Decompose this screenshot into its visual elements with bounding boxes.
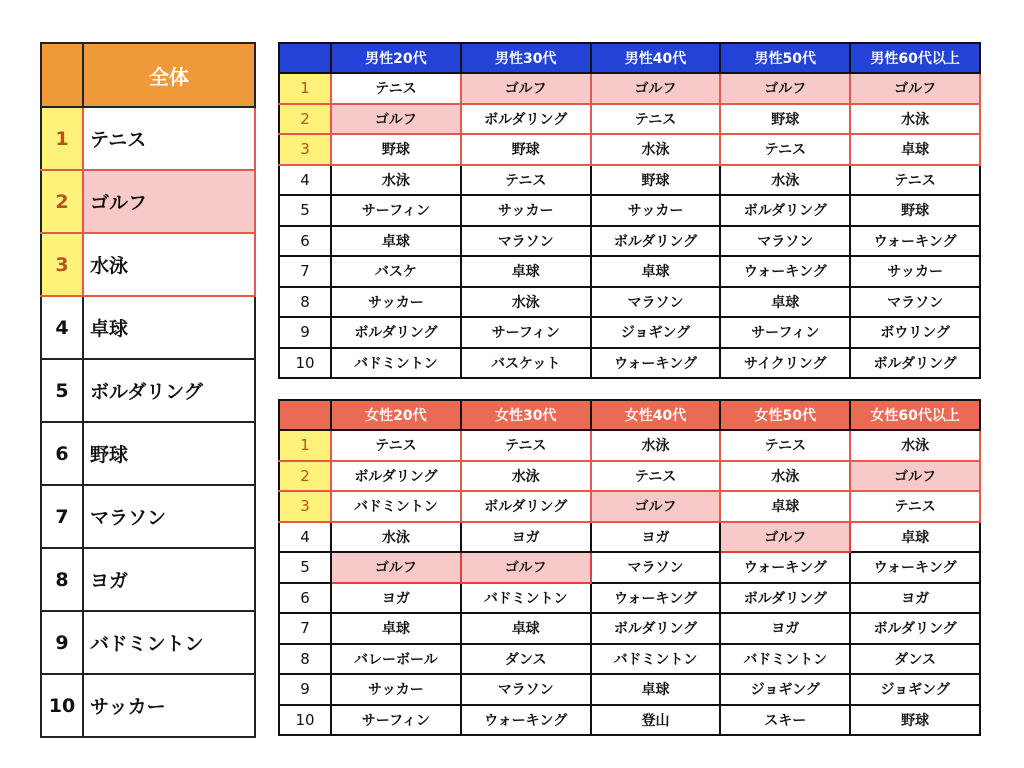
sport-cell: ゴルフ (83, 170, 255, 233)
sport-cell: ボルダリング (83, 359, 255, 422)
sport-cell: ボルダリング (850, 613, 980, 644)
sport-cell: ヨガ (461, 522, 591, 553)
age-group-header: 男性50代 (720, 43, 850, 73)
sport-cell: 野球 (720, 104, 850, 135)
sport-cell: ボルダリング (331, 317, 461, 348)
ranking-row (279, 522, 980, 553)
sport-cell: ジョギング (591, 317, 721, 348)
sport-cell: 卓球 (461, 613, 591, 644)
female-header-row (279, 400, 980, 430)
sport-cell: 卓球 (720, 491, 850, 522)
ranking-row (279, 491, 980, 522)
age-group-header: 男性30代 (461, 43, 591, 73)
sport-cell: サッカー (331, 674, 461, 705)
sport-cell: 水泳 (461, 287, 591, 318)
sport-cell: サッカー (83, 674, 255, 737)
sport-cell: マラソン (461, 226, 591, 257)
sport-cell: 卓球 (850, 522, 980, 553)
sport-cell: テニス (720, 134, 850, 165)
sport-cell: ボルダリング (850, 348, 980, 379)
sport-cell: テニス (461, 430, 591, 461)
age-group-header: 男性60代以上 (850, 43, 980, 73)
sport-cell: ジョギング (720, 674, 850, 705)
rank-header (279, 43, 331, 73)
rank-cell: 8 (41, 548, 83, 611)
sport-cell: 野球 (461, 134, 591, 165)
sport-cell: サッカー (461, 195, 591, 226)
sport-cell: ウォーキング (591, 348, 721, 379)
sport-cell: ボルダリング (591, 226, 721, 257)
rank-cell: 4 (41, 296, 83, 359)
sport-cell: サーフィン (720, 317, 850, 348)
ranking-row (279, 104, 980, 135)
age-group-header: 男性20代 (331, 43, 461, 73)
overall-row (41, 107, 255, 170)
age-group-header: 女性40代 (591, 400, 721, 430)
sport-cell: 卓球 (850, 134, 980, 165)
sport-cell: ダンス (461, 644, 591, 675)
sport-cell: ヨガ (83, 548, 255, 611)
ranking-row (279, 552, 980, 583)
sport-cell: テニス (331, 430, 461, 461)
sport-cell: 卓球 (591, 256, 721, 287)
rank-cell: 9 (41, 611, 83, 674)
sport-cell: ゴルフ (591, 73, 721, 104)
rank-cell: 9 (279, 674, 331, 705)
sport-cell: マラソン (591, 287, 721, 318)
female-body (279, 430, 980, 735)
sport-cell: サーフィン (461, 317, 591, 348)
ranking-row (279, 287, 980, 318)
rank-cell: 10 (279, 348, 331, 379)
sport-cell: 水泳 (331, 165, 461, 196)
sport-cell: テニス (461, 165, 591, 196)
sport-cell: サーフィン (331, 705, 461, 736)
rank-cell: 7 (279, 613, 331, 644)
overall-rank-header (41, 43, 83, 107)
sport-cell: 卓球 (591, 674, 721, 705)
sport-cell: バレーボール (331, 644, 461, 675)
overall-row (41, 548, 255, 611)
male-header-row (279, 43, 980, 73)
sport-cell: バドミントン (331, 348, 461, 379)
ranking-row (279, 430, 980, 461)
age-group-header: 男性40代 (591, 43, 721, 73)
sport-cell: テニス (850, 491, 980, 522)
ranking-row (279, 644, 980, 675)
rank-cell: 8 (279, 644, 331, 675)
sport-cell: ジョギング (850, 674, 980, 705)
rank-cell: 4 (279, 165, 331, 196)
ranking-row (279, 317, 980, 348)
sport-cell: ウォーキング (720, 552, 850, 583)
overall-row (41, 422, 255, 485)
sport-cell: ゴルフ (850, 461, 980, 492)
ranking-row (279, 134, 980, 165)
rank-cell: 7 (41, 485, 83, 548)
sport-cell: ゴルフ (461, 552, 591, 583)
sport-cell: テニス (850, 165, 980, 196)
sport-cell: ゴルフ (331, 104, 461, 135)
sport-cell: ヨガ (850, 583, 980, 614)
rank-cell: 5 (279, 552, 331, 583)
sport-cell: テニス (591, 461, 721, 492)
rank-cell: 1 (41, 107, 83, 170)
overall-ranking-table (40, 42, 256, 738)
sport-cell: ゴルフ (720, 522, 850, 553)
sport-cell: 水泳 (83, 233, 255, 296)
ranking-row (279, 165, 980, 196)
rank-header (279, 400, 331, 430)
sport-cell: 登山 (591, 705, 721, 736)
sport-cell: スキー (720, 705, 850, 736)
ranking-row (279, 674, 980, 705)
sport-cell: マラソン (720, 226, 850, 257)
sport-cell: ヨガ (331, 583, 461, 614)
overall-body (41, 107, 255, 737)
overall-row (41, 170, 255, 233)
ranking-row (279, 613, 980, 644)
ranking-row (279, 195, 980, 226)
sport-cell: 水泳 (591, 134, 721, 165)
rank-cell: 3 (41, 233, 83, 296)
overall-row (41, 611, 255, 674)
age-group-header: 女性60代以上 (850, 400, 980, 430)
sport-cell: バドミントン (461, 583, 591, 614)
sport-cell: 卓球 (83, 296, 255, 359)
overall-title: 全体 (83, 43, 255, 107)
sport-cell: ウォーキング (461, 705, 591, 736)
sport-cell: ヨガ (720, 613, 850, 644)
age-group-header: 女性30代 (461, 400, 591, 430)
sport-cell: テニス (720, 430, 850, 461)
sport-cell: 水泳 (331, 522, 461, 553)
sport-cell: ボルダリング (461, 491, 591, 522)
rank-cell: 7 (279, 256, 331, 287)
ranking-row (279, 583, 980, 614)
rank-cell: 2 (279, 104, 331, 135)
sport-cell: ボルダリング (591, 613, 721, 644)
sport-cell: ゴルフ (850, 73, 980, 104)
sport-cell: ボルダリング (720, 195, 850, 226)
rank-cell: 5 (41, 359, 83, 422)
sport-cell: 水泳 (720, 165, 850, 196)
sport-cell: ウォーキング (591, 583, 721, 614)
sport-cell: 水泳 (591, 430, 721, 461)
sport-cell: ボウリング (850, 317, 980, 348)
rank-cell: 10 (41, 674, 83, 737)
overall-row (41, 674, 255, 737)
sport-cell: ボルダリング (331, 461, 461, 492)
sport-cell: ボルダリング (461, 104, 591, 135)
sport-cell: ウォーキング (850, 226, 980, 257)
sport-cell: マラソン (83, 485, 255, 548)
rank-cell: 1 (279, 430, 331, 461)
age-group-header: 女性50代 (720, 400, 850, 430)
sport-cell: サッカー (850, 256, 980, 287)
sport-cell: バドミントン (83, 611, 255, 674)
sport-cell: 野球 (331, 134, 461, 165)
sport-cell: テニス (591, 104, 721, 135)
sport-cell: 卓球 (461, 256, 591, 287)
sport-cell: 水泳 (461, 461, 591, 492)
sport-cell: マラソン (850, 287, 980, 318)
rank-cell: 3 (279, 134, 331, 165)
ranking-row (279, 73, 980, 104)
sport-cell: バスケット (461, 348, 591, 379)
sport-cell: 卓球 (331, 226, 461, 257)
sport-cell: 野球 (850, 705, 980, 736)
rank-cell: 4 (279, 522, 331, 553)
overall-row (41, 359, 255, 422)
ranking-row (279, 348, 980, 379)
sport-cell: ウォーキング (850, 552, 980, 583)
rank-cell: 10 (279, 705, 331, 736)
male-body (279, 73, 980, 378)
sport-cell: 野球 (591, 165, 721, 196)
rank-cell: 3 (279, 491, 331, 522)
rank-cell: 2 (279, 461, 331, 492)
overall-row (41, 296, 255, 359)
sport-cell: 水泳 (720, 461, 850, 492)
sport-cell: ゴルフ (331, 552, 461, 583)
rank-cell: 8 (279, 287, 331, 318)
ranking-row (279, 461, 980, 492)
rank-cell: 1 (279, 73, 331, 104)
sport-cell: テニス (83, 107, 255, 170)
ranking-row (279, 256, 980, 287)
sport-cell: マラソン (591, 552, 721, 583)
sport-cell: サッカー (331, 287, 461, 318)
sport-cell: サッカー (591, 195, 721, 226)
sport-cell: 野球 (850, 195, 980, 226)
sport-cell: 卓球 (720, 287, 850, 318)
sport-cell: 卓球 (331, 613, 461, 644)
ranking-row (279, 705, 980, 736)
overall-row (41, 233, 255, 296)
rank-cell: 6 (279, 226, 331, 257)
sport-cell: バドミントン (720, 644, 850, 675)
age-group-header: 女性20代 (331, 400, 461, 430)
sport-cell: テニス (331, 73, 461, 104)
sport-cell: ヨガ (591, 522, 721, 553)
sport-cell: 野球 (83, 422, 255, 485)
sport-cell: ゴルフ (720, 73, 850, 104)
rank-cell: 5 (279, 195, 331, 226)
overall-row (41, 485, 255, 548)
sport-cell: 水泳 (850, 104, 980, 135)
rank-cell: 9 (279, 317, 331, 348)
ranking-row (279, 226, 980, 257)
sport-cell: サイクリング (720, 348, 850, 379)
sport-cell: ゴルフ (461, 73, 591, 104)
sport-cell: バドミントン (591, 644, 721, 675)
male-ranking-table (278, 42, 981, 379)
overall-header-row (41, 43, 255, 107)
rank-cell: 6 (41, 422, 83, 485)
sport-cell: ダンス (850, 644, 980, 675)
sport-cell: サーフィン (331, 195, 461, 226)
sport-cell: ゴルフ (591, 491, 721, 522)
female-ranking-table (278, 399, 981, 736)
sport-cell: ボルダリング (720, 583, 850, 614)
sport-cell: マラソン (461, 674, 591, 705)
sport-cell: 水泳 (850, 430, 980, 461)
sport-cell: バスケ (331, 256, 461, 287)
sport-cell: ウォーキング (720, 256, 850, 287)
rank-cell: 2 (41, 170, 83, 233)
rank-cell: 6 (279, 583, 331, 614)
sport-cell: バドミントン (331, 491, 461, 522)
